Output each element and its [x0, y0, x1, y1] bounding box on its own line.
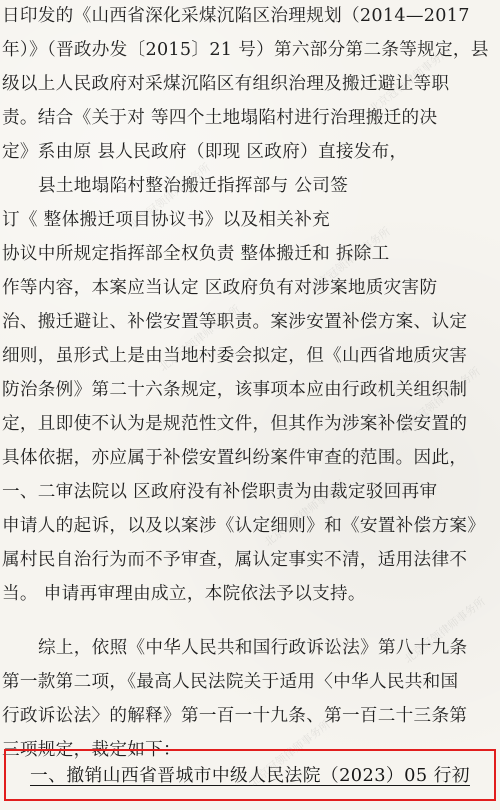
- document-line: 治、搬迁避让、补偿安置等职责。案涉安置补偿方案、认定: [2, 312, 468, 332]
- document-line: 日印发的《山西省深化采煤沉陷区治理规划（2014—2017: [2, 6, 470, 26]
- watermark-text: 北京冠领律师事务所: [126, 160, 213, 232]
- document-line: 细则，虽形式上是由当地村委会拟定，但《山西省地质灾害: [2, 346, 468, 366]
- document-line: 责。结合《关于对 等四个土地塌陷村进行治理搬迁的决: [2, 108, 438, 128]
- document-line: 行政诉讼法〉的解释》第一百一十九条、第一百二十三条第: [2, 706, 468, 726]
- document-line: 作等内容，本案应当认定 区政府负有对涉案地质灾害防: [2, 278, 438, 298]
- document-line: 订《 整体搬迁项目协议书》以及相关补充: [2, 210, 330, 230]
- document-line: 综上，依照《中华人民共和国行政诉讼法》第八十九条: [38, 638, 468, 658]
- document-line: 具体依据，亦应属于补偿安置纠纷案件审查的范围。因此，: [2, 448, 468, 468]
- watermark-text: 北京冠领律师事务所: [156, 302, 243, 374]
- watermark-text: 北京冠领律师事务所: [366, 44, 453, 116]
- document-line: 县土地塌陷村整治搬迁指挥部与 公司签: [38, 176, 349, 196]
- document-line: 一、二审法院以 区政府没有补偿职责为由裁定驳回再审: [2, 482, 438, 502]
- watermark-text: 北京冠领律师事务所: [306, 224, 393, 296]
- document-line: 协议中所规定指挥部全权负责 整体搬迁和 拆除工: [2, 244, 390, 264]
- watermark-text: 北京冠领律师事务所: [246, 717, 333, 789]
- document-line: 年）》（晋政办发〔2015〕21 号）第六部分第二条等规定，县: [2, 40, 489, 60]
- document-line: 定，且即使不认为是规范性文件，但其作为涉案补偿安置的: [2, 414, 468, 434]
- document-line: 防治条例》第二十六条规定，该事项本应由行政机关组织制: [2, 380, 468, 400]
- document-line: 定》系由原 县人民政府（即现 区政府）直接发布，: [2, 142, 408, 162]
- document-line: 三项规定，裁定如下：: [2, 740, 181, 760]
- document-line: 当。 申请再审理由成立，本院依法予以支持。: [2, 584, 366, 604]
- document-line: 级以上人民政府对采煤沉陷区有组织治理及搬迁避让等职: [2, 74, 450, 94]
- watermark-text: 北京冠领律师事务所: [401, 594, 488, 666]
- document-line: 申请人的起诉，以及以案涉《认定细则》和《安置补偿方案》: [2, 516, 486, 536]
- document-line: 第一款第二项，《最高人民法院关于适用〈中华人民共和国: [2, 672, 459, 692]
- watermark-text: 北京冠领律师事务所: [261, 477, 348, 549]
- highlighted-ruling-line: 一、撤销山西省晋城市中级人民法院（2023）05 行初: [30, 765, 470, 786]
- document-line: 属村民自治行为而不予审查，属认定事实不清，适用法律不: [2, 550, 468, 570]
- watermark-text: 北京冠领律师事务所: [396, 364, 483, 436]
